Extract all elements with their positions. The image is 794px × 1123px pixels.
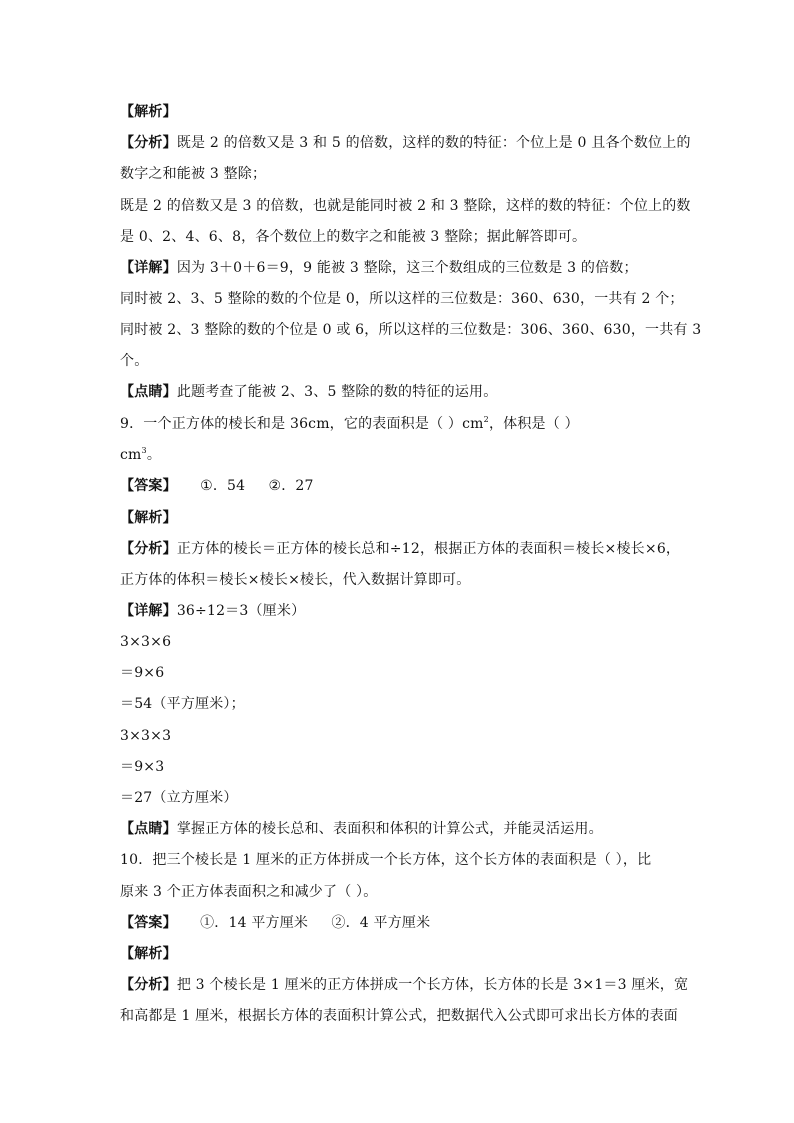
comment-line: 【点睛】此题考查了能被 2、3、5 整除的数的特征的运用。: [120, 384, 498, 400]
question-10-cont: 原来 3 个正方体表面积之和减少了（ ）。: [120, 884, 378, 900]
detail-line: 同时被 2、3、5 整除的数的个位是 0，所以这样的三位数是：360、630，一共有 2 个；: [120, 291, 684, 307]
answer-line: 【答案】 ①．14 平方厘米 ②．4 平方厘米: [120, 915, 431, 931]
detail-line: 个。: [120, 353, 149, 369]
detail-line: 【详解】36÷12＝3（厘米）: [120, 603, 306, 619]
calc-line: ＝9×6: [120, 665, 165, 681]
analysis-heading: 【解析】: [120, 946, 177, 962]
analysis-line: 和高都是 1 厘米，根据长方体的表面积计算公式，把数据代入公式即可求出长方体的表面: [120, 1008, 679, 1024]
calc-line: ＝27（立方厘米）: [120, 790, 238, 806]
calc-line: 3×3×6: [120, 634, 172, 650]
analysis-heading: 【解析】: [120, 104, 177, 120]
analysis-line: 【分析】正方体的棱长＝正方体的棱长总和÷12，根据正方体的表面积＝棱长×棱长×6，: [120, 541, 681, 557]
detail-line: 【详解】因为 3＋0＋6＝9，9 能被 3 整除，这三个数组成的三位数是 3 的倍数；: [120, 260, 638, 276]
analysis-line: 是 0、2、4、6、8，各个数位上的数字之和能被 3 整除；据此解答即可。: [120, 229, 587, 245]
analysis-line: 【分析】既是 2 的倍数又是 3 和 5 的倍数，这样的数的特征：个位上是 0 且各个数位上的: [120, 135, 691, 151]
comment-line: 【点睛】掌握正方体的棱长总和、表面积和体积的计算公式，并能灵活运用。: [120, 821, 603, 837]
question-9-cont: $cm^3$。: [120, 446, 162, 463]
question-10: 10．把三个棱长是 1 厘米的正方体拼成一个长方体，这个长方体的表面积是（ ），比: [120, 852, 652, 868]
answer-line: 【答案】 ①．54 ②．27: [120, 478, 314, 494]
detail-line: 同时被 2、3 整除的数的个位是 0 或 6，所以这样的三位数是：306、360、630，一共有 3: [120, 322, 702, 338]
analysis-heading: 【解析】: [120, 510, 177, 526]
analysis-line: 【分析】把 3 个棱长是 1 厘米的正方体拼成一个长方体，长方体的长是 3×1＝3 厘米，宽: [120, 977, 689, 993]
analysis-line: 正方体的体积＝棱长×棱长×棱长，代入数据计算即可。: [120, 572, 471, 588]
calc-line: 3×3×3: [120, 728, 172, 744]
analysis-line: 既是 2 的倍数又是 3 的倍数，也就是能同时被 2 和 3 整除，这样的数的特征：个位上的数: [120, 198, 691, 214]
calc-line: ＝9×3: [120, 759, 165, 775]
calc-line: ＝54（平方厘米）；: [120, 696, 245, 712]
analysis-line: 数字之和能被 3 整除；: [120, 166, 267, 182]
question-9: 9．一个正方体的棱长和是 36cm，它的表面积是（ ）$cm^2$，体积是（ ）: [120, 415, 579, 432]
